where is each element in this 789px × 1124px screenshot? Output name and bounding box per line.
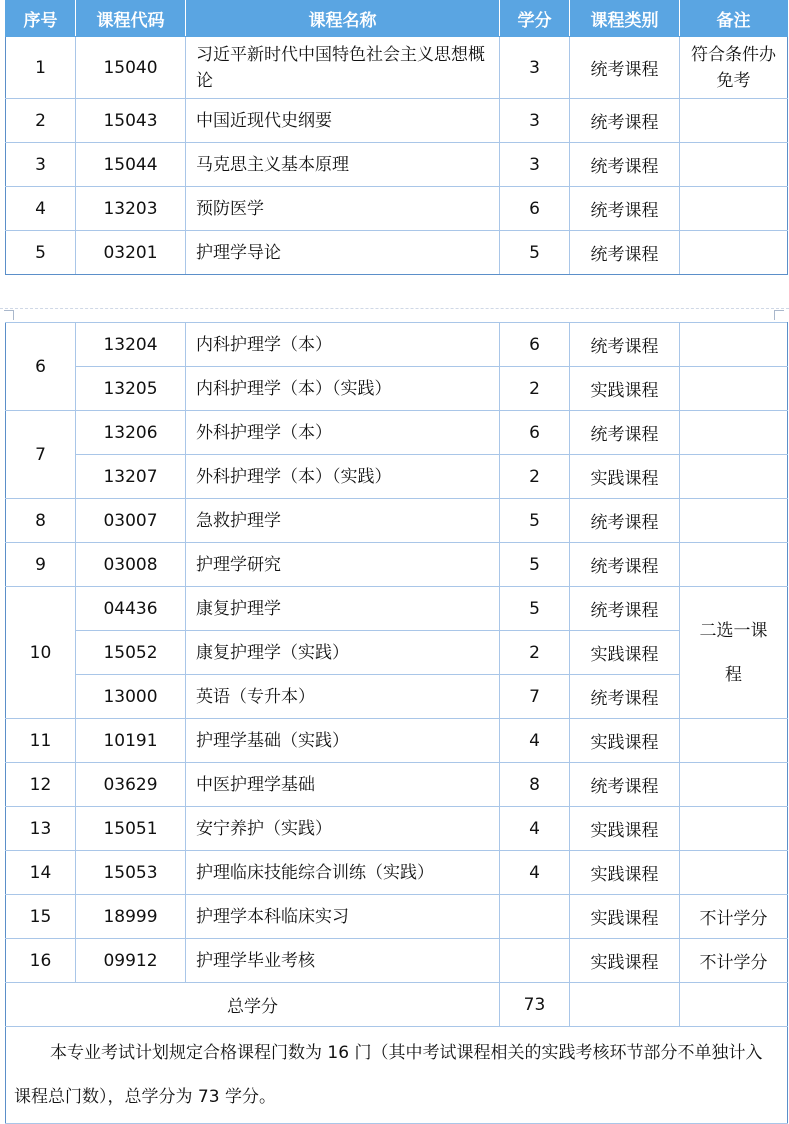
table-row (6, 367, 788, 411)
note-part3: 学分。 (224, 1087, 276, 1107)
table-row (6, 187, 788, 231)
row-seq: 9 (6, 543, 76, 587)
row-credit: 6 (500, 411, 570, 455)
table-row (6, 543, 788, 587)
row-seq: 1 (6, 37, 76, 99)
row-type: 统考课程 (570, 499, 680, 543)
row-code: 13207 (76, 455, 186, 499)
plan-note (6, 1027, 788, 1124)
row-credit: 4 (500, 851, 570, 895)
row-name: 护理学基础（实践） (186, 719, 500, 763)
table-row (6, 411, 788, 455)
row-credit: 3 (500, 37, 570, 99)
row-type: 统考课程 (570, 411, 680, 455)
row-code: 13206 (76, 411, 186, 455)
table-row (6, 675, 788, 719)
row-name: 康复护理学（实践） (186, 631, 500, 675)
row-credit: 8 (500, 763, 570, 807)
row-name: 护理临床技能综合训练（实践） (186, 851, 500, 895)
row-remark: 不计学分 (680, 939, 788, 983)
table-row (6, 895, 788, 939)
table-header-row (6, 1, 788, 37)
row-code: 10191 (76, 719, 186, 763)
row-code: 15043 (76, 99, 186, 143)
row-type: 统考课程 (570, 231, 680, 275)
row-name: 中国近现代史纲要 (186, 99, 500, 143)
row-type: 实践课程 (570, 851, 680, 895)
row-code: 03008 (76, 543, 186, 587)
row-remark: 符合条件办免考 (680, 37, 788, 99)
row-name: 英语（专升本） (186, 675, 500, 719)
row-type: 统考课程 (570, 543, 680, 587)
row-remark (680, 543, 788, 587)
row-name: 马克思主义基本原理 (186, 143, 500, 187)
row-seq: 6 (6, 323, 76, 411)
row-seq: 8 (6, 499, 76, 543)
row-seq: 15 (6, 895, 76, 939)
row-seq: 5 (6, 231, 76, 275)
row-code: 15053 (76, 851, 186, 895)
row-name: 护理学本科临床实习 (186, 895, 500, 939)
header-credit: 学分 (500, 1, 570, 37)
row-code: 15052 (76, 631, 186, 675)
row-type: 统考课程 (570, 587, 680, 631)
row-credit: 6 (500, 187, 570, 231)
row-seq: 11 (6, 719, 76, 763)
row-seq: 3 (6, 143, 76, 187)
course-table-page2 (5, 322, 788, 1124)
total-row (6, 983, 788, 1027)
row-seq: 10 (6, 587, 76, 719)
header-code: 课程代码 (76, 1, 186, 37)
row-type: 统考课程 (570, 187, 680, 231)
row-remark (680, 499, 788, 543)
table-row (6, 587, 788, 631)
row-remark (680, 851, 788, 895)
row-type: 统考课程 (570, 99, 680, 143)
row-type: 实践课程 (570, 807, 680, 851)
row-seq: 2 (6, 99, 76, 143)
row-code: 03629 (76, 763, 186, 807)
row-remark: 不计学分 (680, 895, 788, 939)
row-seq: 13 (6, 807, 76, 851)
table-row (6, 99, 788, 143)
row-seq: 16 (6, 939, 76, 983)
row-remark: 二选一课程 (680, 587, 788, 719)
row-remark (680, 763, 788, 807)
row-name: 内科护理学（本） (186, 323, 500, 367)
table-row (6, 763, 788, 807)
row-code: 15044 (76, 143, 186, 187)
row-type: 统考课程 (570, 675, 680, 719)
table-row (6, 37, 788, 99)
header-name: 课程名称 (186, 1, 500, 37)
row-credit: 3 (500, 143, 570, 187)
row-code: 18999 (76, 895, 186, 939)
row-code: 03007 (76, 499, 186, 543)
row-name: 中医护理学基础 (186, 763, 500, 807)
row-type: 统考课程 (570, 323, 680, 367)
row-remark (680, 231, 788, 275)
row-credit: 2 (500, 367, 570, 411)
note-total-credits: 73 (197, 1087, 220, 1107)
row-name: 护理学毕业考核 (186, 939, 500, 983)
table-row (6, 807, 788, 851)
total-type-cell (570, 983, 680, 1027)
row-code: 09912 (76, 939, 186, 983)
row-type: 实践课程 (570, 455, 680, 499)
row-remark (680, 719, 788, 763)
note-row (6, 1027, 788, 1124)
row-credit: 5 (500, 543, 570, 587)
row-remark (680, 187, 788, 231)
row-code: 04436 (76, 587, 186, 631)
row-type: 统考课程 (570, 143, 680, 187)
total-credits: 73 (500, 983, 570, 1027)
row-credit: 6 (500, 323, 570, 367)
row-credit: 2 (500, 455, 570, 499)
total-label: 总学分 (6, 983, 500, 1027)
table-row (6, 939, 788, 983)
row-type: 实践课程 (570, 631, 680, 675)
page-break-line (0, 308, 789, 309)
row-seq: 4 (6, 187, 76, 231)
row-name: 护理学研究 (186, 543, 500, 587)
row-credit: 5 (500, 587, 570, 631)
row-seq: 7 (6, 411, 76, 499)
table-row (6, 851, 788, 895)
row-remark (680, 143, 788, 187)
note-part2: 门（其中考试课程相关的实践考核环节部分不单独计入课程总门数），总学分为 (14, 1043, 763, 1107)
row-credit: 3 (500, 99, 570, 143)
row-type: 实践课程 (570, 895, 680, 939)
row-credit (500, 895, 570, 939)
row-code: 15040 (76, 37, 186, 99)
row-credit: 2 (500, 631, 570, 675)
row-remark (680, 367, 788, 411)
table-row (6, 631, 788, 675)
course-table-page1 (5, 0, 788, 275)
page-corner-mark-left (4, 310, 14, 320)
row-remark (680, 807, 788, 851)
header-seq: 序号 (6, 1, 76, 37)
page-break (0, 300, 789, 320)
row-name: 外科护理学（本）（实践） (186, 455, 500, 499)
row-type: 统考课程 (570, 37, 680, 99)
page-corner-mark-right (774, 310, 784, 320)
row-code: 03201 (76, 231, 186, 275)
row-credit (500, 939, 570, 983)
row-code: 13205 (76, 367, 186, 411)
table-row (6, 323, 788, 367)
table-row (6, 499, 788, 543)
row-name: 护理学导论 (186, 231, 500, 275)
row-credit: 7 (500, 675, 570, 719)
row-seq: 14 (6, 851, 76, 895)
row-code: 13000 (76, 675, 186, 719)
table-row (6, 143, 788, 187)
row-type: 实践课程 (570, 939, 680, 983)
note-course-count: 16 (327, 1043, 350, 1063)
row-name: 习近平新时代中国特色社会主义思想概论 (186, 37, 500, 99)
row-name: 康复护理学 (186, 587, 500, 631)
table-row (6, 231, 788, 275)
row-name: 急救护理学 (186, 499, 500, 543)
row-name: 预防医学 (186, 187, 500, 231)
row-remark (680, 99, 788, 143)
row-type: 实践课程 (570, 367, 680, 411)
row-code: 13204 (76, 323, 186, 367)
row-type: 实践课程 (570, 719, 680, 763)
row-remark (680, 411, 788, 455)
row-remark (680, 455, 788, 499)
row-code: 15051 (76, 807, 186, 851)
row-credit: 4 (500, 807, 570, 851)
row-name: 安宁养护（实践） (186, 807, 500, 851)
row-credit: 5 (500, 231, 570, 275)
row-name: 内科护理学（本）（实践） (186, 367, 500, 411)
table-row (6, 719, 788, 763)
note-part1: 本专业考试计划规定合格课程门数为 (50, 1043, 322, 1063)
total-remark-cell (680, 983, 788, 1027)
row-code: 13203 (76, 187, 186, 231)
row-remark (680, 323, 788, 367)
row-name: 外科护理学（本） (186, 411, 500, 455)
table-row (6, 455, 788, 499)
row-seq: 12 (6, 763, 76, 807)
header-type: 课程类别 (570, 1, 680, 37)
row-type: 统考课程 (570, 763, 680, 807)
row-credit: 4 (500, 719, 570, 763)
row-credit: 5 (500, 499, 570, 543)
header-remark: 备注 (680, 1, 788, 37)
